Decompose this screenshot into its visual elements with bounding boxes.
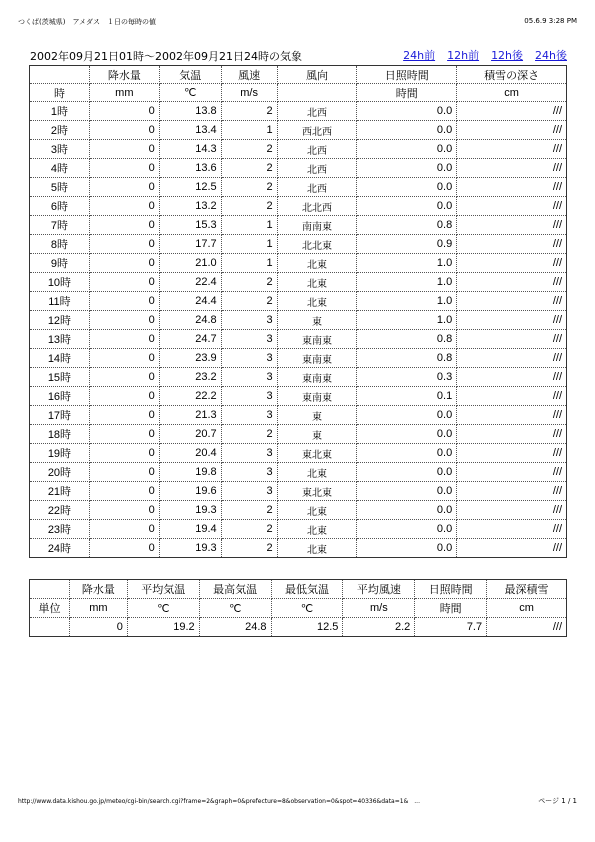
sunshine-cell: 0.0	[357, 482, 457, 501]
precipitation-cell: 0	[89, 539, 159, 558]
sunshine-cell: 0.3	[357, 368, 457, 387]
wind-speed-cell: 3	[221, 463, 277, 482]
time-navigation	[403, 47, 567, 63]
wind-direction-cell: 北東	[277, 501, 357, 520]
precipitation-cell: 0	[89, 178, 159, 197]
summary-max-temp-value: 24.8	[199, 618, 271, 637]
precipitation-cell: 0	[89, 311, 159, 330]
snow-depth-cell: ///	[457, 235, 567, 254]
header-cell	[30, 66, 90, 84]
temperature-cell: 12.5	[159, 178, 221, 197]
summary-min-temp-value: 12.5	[271, 618, 343, 637]
snow-depth-cell: ///	[457, 501, 567, 520]
header-temperature: 気温	[159, 66, 221, 84]
table-row	[30, 216, 567, 235]
wind-direction-cell: 北東	[277, 254, 357, 273]
sunshine-cell: 0.9	[357, 235, 457, 254]
snow-depth-cell: ///	[457, 178, 567, 197]
precipitation-cell: 0	[89, 216, 159, 235]
temperature-cell: 19.6	[159, 482, 221, 501]
summary-unit-label: 単位	[30, 599, 70, 618]
summary-max-snow-value: ///	[487, 618, 567, 637]
summary-header-precipitation: 降水量	[69, 580, 127, 599]
table-row	[30, 254, 567, 273]
snow-depth-cell: ///	[457, 330, 567, 349]
table-row	[30, 482, 567, 501]
table-row	[30, 273, 567, 292]
hour-cell: 20時	[30, 463, 90, 482]
hour-cell: 8時	[30, 235, 90, 254]
sunshine-cell: 1.0	[357, 311, 457, 330]
table-row	[30, 140, 567, 159]
precipitation-cell: 0	[89, 501, 159, 520]
unit-mm: mm	[89, 84, 159, 102]
table-row	[30, 463, 567, 482]
summary-precipitation-value: 0	[69, 618, 127, 637]
wind-direction-cell: 東南東	[277, 387, 357, 406]
wind-speed-cell: 2	[221, 159, 277, 178]
table-row	[30, 368, 567, 387]
wind-speed-cell: 3	[221, 349, 277, 368]
hour-cell: 19時	[30, 444, 90, 463]
sunshine-cell: 0.0	[357, 121, 457, 140]
summary-header-max-temp: 最高気温	[199, 580, 271, 599]
table-row	[30, 330, 567, 349]
sunshine-cell: 0.0	[357, 539, 457, 558]
snow-depth-cell: ///	[457, 292, 567, 311]
wind-speed-cell: 1	[221, 216, 277, 235]
temperature-cell: 17.7	[159, 235, 221, 254]
wind-speed-cell: 2	[221, 273, 277, 292]
wind-speed-cell: 2	[221, 520, 277, 539]
temperature-cell: 19.3	[159, 501, 221, 520]
precipitation-cell: 0	[89, 482, 159, 501]
sunshine-cell: 0.0	[357, 463, 457, 482]
table-row	[30, 425, 567, 444]
table-row	[30, 197, 567, 216]
temperature-cell: 23.2	[159, 368, 221, 387]
page-title: 2002年09月21日01時～2002年09月21日24時の気象	[30, 50, 302, 63]
temperature-cell: 20.7	[159, 425, 221, 444]
header-precipitation: 降水量	[89, 66, 159, 84]
sunshine-cell: 0.0	[357, 501, 457, 520]
table-row	[30, 444, 567, 463]
table-row	[30, 292, 567, 311]
wind-speed-cell: 3	[221, 444, 277, 463]
nav-12h-after-link[interactable]: 12h後	[491, 49, 524, 62]
wind-direction-cell: 北東	[277, 292, 357, 311]
sunshine-cell: 0.1	[357, 387, 457, 406]
wind-speed-cell: 3	[221, 387, 277, 406]
hour-cell: 2時	[30, 121, 90, 140]
temperature-cell: 13.6	[159, 159, 221, 178]
summary-unit-celsius: ℃	[271, 599, 343, 618]
table-row	[30, 121, 567, 140]
temperature-cell: 20.4	[159, 444, 221, 463]
wind-direction-cell: 北北東	[277, 235, 357, 254]
sunshine-cell: 0.0	[357, 444, 457, 463]
daily-summary-table	[29, 579, 567, 637]
wind-direction-cell: 東	[277, 406, 357, 425]
wind-speed-cell: 3	[221, 311, 277, 330]
wind-direction-cell: 東南東	[277, 330, 357, 349]
precipitation-cell: 0	[89, 444, 159, 463]
wind-direction-cell: 北西	[277, 140, 357, 159]
hour-cell: 13時	[30, 330, 90, 349]
sunshine-cell: 1.0	[357, 254, 457, 273]
wind-direction-cell: 西北西	[277, 121, 357, 140]
wind-direction-cell: 北東	[277, 539, 357, 558]
temperature-cell: 13.4	[159, 121, 221, 140]
sunshine-cell: 0.0	[357, 140, 457, 159]
hour-cell: 21時	[30, 482, 90, 501]
hour-cell: 17時	[30, 406, 90, 425]
sunshine-cell: 0.8	[357, 330, 457, 349]
temperature-cell: 23.9	[159, 349, 221, 368]
wind-direction-cell: 北西	[277, 159, 357, 178]
temperature-cell: 24.4	[159, 292, 221, 311]
unit-ms: m/s	[221, 84, 277, 102]
table-row	[30, 406, 567, 425]
sunshine-cell: 0.0	[357, 102, 457, 121]
sunshine-cell: 0.0	[357, 178, 457, 197]
hour-cell: 11時	[30, 292, 90, 311]
table-row	[30, 539, 567, 558]
wind-direction-cell: 東北東	[277, 444, 357, 463]
snow-depth-cell: ///	[457, 216, 567, 235]
summary-header-row	[30, 580, 567, 599]
wind-speed-cell: 3	[221, 368, 277, 387]
wind-direction-cell: 北東	[277, 463, 357, 482]
precipitation-cell: 0	[89, 235, 159, 254]
hour-cell: 24時	[30, 539, 90, 558]
unit-celsius: ℃	[159, 84, 221, 102]
wind-direction-cell: 北東	[277, 273, 357, 292]
sunshine-cell: 0.0	[357, 425, 457, 444]
snow-depth-cell: ///	[457, 520, 567, 539]
hour-cell: 22時	[30, 501, 90, 520]
wind-speed-cell: 3	[221, 482, 277, 501]
summary-unit-hours: 時間	[415, 599, 487, 618]
precipitation-cell: 0	[89, 254, 159, 273]
snow-depth-cell: ///	[457, 121, 567, 140]
hour-cell: 18時	[30, 425, 90, 444]
hour-cell: 6時	[30, 197, 90, 216]
summary-header-max-snow: 最深積雪	[487, 580, 567, 599]
precipitation-cell: 0	[89, 406, 159, 425]
wind-direction-cell: 北北西	[277, 197, 357, 216]
precipitation-cell: 0	[89, 387, 159, 406]
wind-speed-cell: 2	[221, 197, 277, 216]
snow-depth-cell: ///	[457, 387, 567, 406]
summary-unit-mm: mm	[69, 599, 127, 618]
wind-speed-cell: 2	[221, 539, 277, 558]
wind-direction-cell: 南南東	[277, 216, 357, 235]
print-header-title: つくば(茨城県) アメダス １日の毎時の値	[18, 18, 157, 26]
wind-speed-cell: 2	[221, 501, 277, 520]
print-header-timestamp: 05.6.9 3:28 PM	[524, 17, 577, 25]
temperature-cell: 24.7	[159, 330, 221, 349]
summary-header-avg-wind: 平均風速	[343, 580, 415, 599]
table-row	[30, 178, 567, 197]
sunshine-cell: 0.8	[357, 349, 457, 368]
hourly-weather-table	[29, 65, 567, 558]
wind-speed-cell: 3	[221, 330, 277, 349]
temperature-cell: 19.8	[159, 463, 221, 482]
temperature-cell: 19.3	[159, 539, 221, 558]
summary-header-cell	[30, 580, 70, 599]
snow-depth-cell: ///	[457, 482, 567, 501]
table-row	[30, 235, 567, 254]
wind-direction-cell: 北西	[277, 178, 357, 197]
wind-direction-cell: 東南東	[277, 368, 357, 387]
wind-speed-cell: 2	[221, 425, 277, 444]
nav-12h-before-link[interactable]: 12h前	[447, 49, 480, 62]
unit-hours: 時間	[357, 84, 457, 102]
table-row	[30, 349, 567, 368]
unit-cm: cm	[457, 84, 567, 102]
hour-cell: 4時	[30, 159, 90, 178]
snow-depth-cell: ///	[457, 311, 567, 330]
summary-avg-wind-value: 2.2	[343, 618, 415, 637]
wind-direction-cell: 東	[277, 425, 357, 444]
snow-depth-cell: ///	[457, 539, 567, 558]
precipitation-cell: 0	[89, 273, 159, 292]
header-sunshine: 日照時間	[357, 66, 457, 84]
precipitation-cell: 0	[89, 197, 159, 216]
precipitation-cell: 0	[89, 330, 159, 349]
snow-depth-cell: ///	[457, 349, 567, 368]
hour-cell: 7時	[30, 216, 90, 235]
precipitation-cell: 0	[89, 425, 159, 444]
hour-cell: 5時	[30, 178, 90, 197]
table-row	[30, 102, 567, 121]
temperature-cell: 24.8	[159, 311, 221, 330]
header-snow-depth: 積雪の深さ	[457, 66, 567, 84]
nav-24h-before-link[interactable]: 24h前	[403, 49, 436, 62]
precipitation-cell: 0	[89, 121, 159, 140]
summary-unit-celsius: ℃	[127, 599, 199, 618]
wind-speed-cell: 2	[221, 102, 277, 121]
wind-speed-cell: 1	[221, 121, 277, 140]
table-row	[30, 159, 567, 178]
header-row-top	[30, 66, 567, 84]
temperature-cell: 19.4	[159, 520, 221, 539]
sunshine-cell: 0.0	[357, 197, 457, 216]
temperature-cell: 21.3	[159, 406, 221, 425]
wind-direction-cell: 東	[277, 311, 357, 330]
precipitation-cell: 0	[89, 140, 159, 159]
wind-direction-cell: 東北東	[277, 482, 357, 501]
snow-depth-cell: ///	[457, 140, 567, 159]
summary-avg-temp-value: 19.2	[127, 618, 199, 637]
precipitation-cell: 0	[89, 159, 159, 178]
snow-depth-cell: ///	[457, 406, 567, 425]
header-row-units	[30, 84, 567, 102]
table-row	[30, 387, 567, 406]
precipitation-cell: 0	[89, 292, 159, 311]
snow-depth-cell: ///	[457, 159, 567, 178]
summary-sunshine-value: 7.7	[415, 618, 487, 637]
precipitation-cell: 0	[89, 102, 159, 121]
snow-depth-cell: ///	[457, 273, 567, 292]
temperature-cell: 14.3	[159, 140, 221, 159]
summary-units-row	[30, 599, 567, 618]
wind-direction-cell: 北西	[277, 102, 357, 121]
snow-depth-cell: ///	[457, 197, 567, 216]
sunshine-cell: 1.0	[357, 273, 457, 292]
wind-speed-cell: 2	[221, 140, 277, 159]
temperature-cell: 22.2	[159, 387, 221, 406]
wind-speed-cell: 1	[221, 254, 277, 273]
snow-depth-cell: ///	[457, 425, 567, 444]
summary-unit-ms: m/s	[343, 599, 415, 618]
sunshine-cell: 1.0	[357, 292, 457, 311]
table-row	[30, 501, 567, 520]
precipitation-cell: 0	[89, 463, 159, 482]
wind-speed-cell: 2	[221, 292, 277, 311]
hour-cell: 9時	[30, 254, 90, 273]
summary-header-sunshine: 日照時間	[415, 580, 487, 599]
print-footer-page: ページ 1 / 1	[538, 797, 577, 805]
snow-depth-cell: ///	[457, 102, 567, 121]
summary-unit-cm: cm	[487, 599, 567, 618]
sunshine-cell: 0.0	[357, 520, 457, 539]
hour-cell: 3時	[30, 140, 90, 159]
summary-value	[30, 618, 70, 637]
snow-depth-cell: ///	[457, 254, 567, 273]
table-row	[30, 311, 567, 330]
snow-depth-cell: ///	[457, 444, 567, 463]
snow-depth-cell: ///	[457, 368, 567, 387]
hour-cell: 10時	[30, 273, 90, 292]
precipitation-cell: 0	[89, 349, 159, 368]
hour-cell: 16時	[30, 387, 90, 406]
temperature-cell: 22.4	[159, 273, 221, 292]
wind-speed-cell: 2	[221, 178, 277, 197]
summary-header-min-temp: 最低気温	[271, 580, 343, 599]
wind-direction-cell: 北東	[277, 520, 357, 539]
wind-speed-cell: 3	[221, 406, 277, 425]
hour-cell: 12時	[30, 311, 90, 330]
hour-cell: 1時	[30, 102, 90, 121]
header-hour: 時	[30, 84, 90, 102]
print-footer-url: http://www.data.kishou.go.jp/meteo/cgi-bin/search.cgi?frame=2&graph=0&prefecture=8&observation=0&spot=40336&data=1& ...	[18, 798, 420, 805]
wind-speed-cell: 1	[221, 235, 277, 254]
header-wind-direction: 風向	[277, 66, 357, 84]
unit-blank	[277, 84, 357, 102]
hour-cell: 15時	[30, 368, 90, 387]
temperature-cell: 15.3	[159, 216, 221, 235]
summary-unit-celsius: ℃	[199, 599, 271, 618]
precipitation-cell: 0	[89, 520, 159, 539]
wind-direction-cell: 東南東	[277, 349, 357, 368]
temperature-cell: 21.0	[159, 254, 221, 273]
precipitation-cell: 0	[89, 368, 159, 387]
hour-cell: 23時	[30, 520, 90, 539]
summary-values-row	[30, 618, 567, 637]
temperature-cell: 13.2	[159, 197, 221, 216]
summary-header-avg-temp: 平均気温	[127, 580, 199, 599]
hour-cell: 14時	[30, 349, 90, 368]
sunshine-cell: 0.0	[357, 159, 457, 178]
header-wind-speed: 風速	[221, 66, 277, 84]
nav-24h-after-link[interactable]: 24h後	[535, 49, 567, 62]
temperature-cell: 13.8	[159, 102, 221, 121]
table-row	[30, 520, 567, 539]
sunshine-cell: 0.8	[357, 216, 457, 235]
sunshine-cell: 0.0	[357, 406, 457, 425]
snow-depth-cell: ///	[457, 463, 567, 482]
